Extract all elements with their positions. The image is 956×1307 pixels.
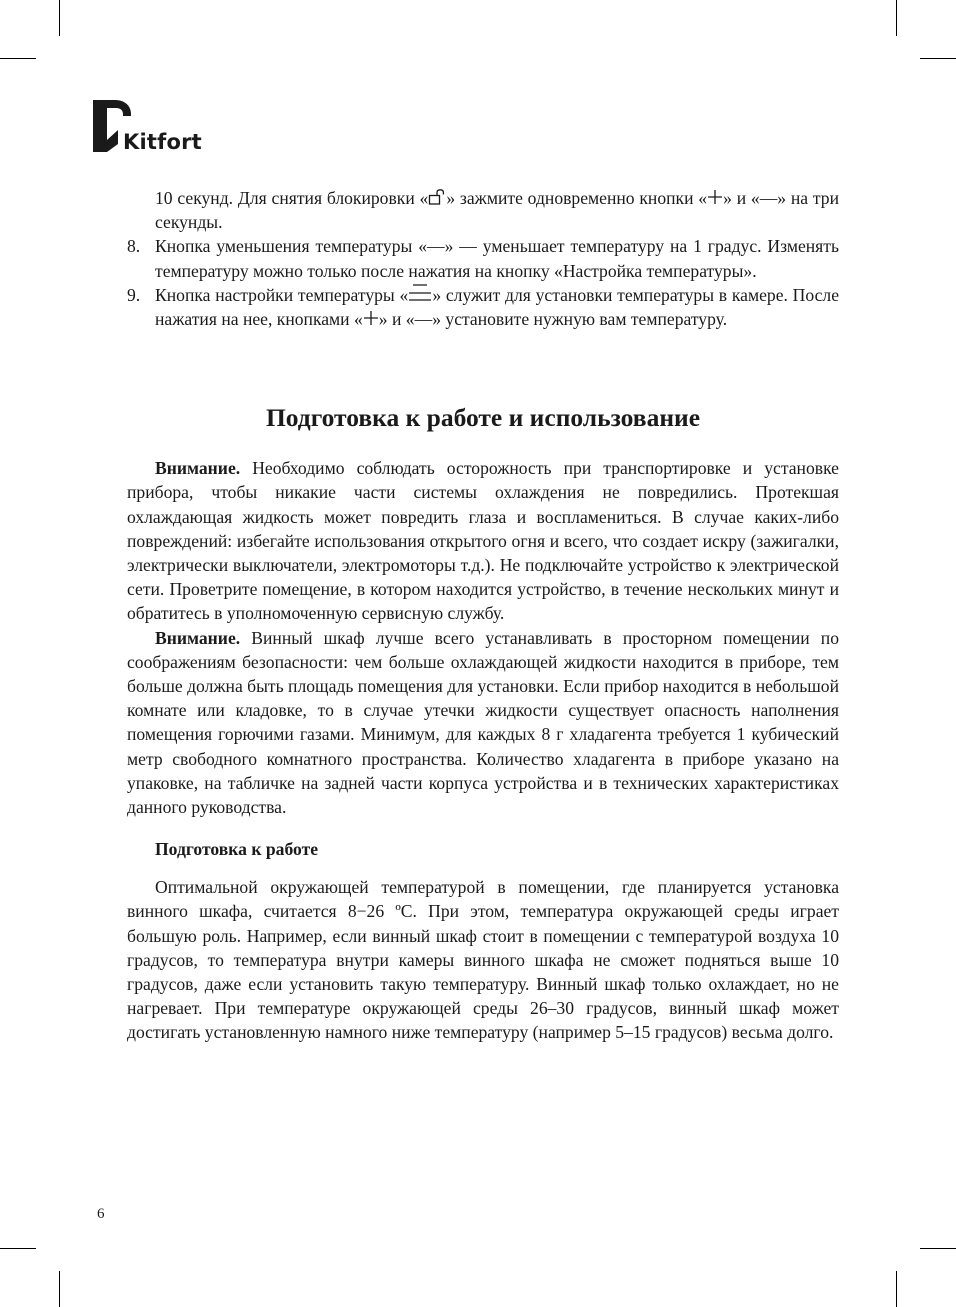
warning-text: Необходимо соблюдать осторожность при транспортировке и установке прибора, чтобы никакие части системы охлаждения не повредились. Протекшая охлаждающая жидкость может повредить глаза и воспламениться. В случае каких-либо повреждений: избегайте использования открытого огня и всего, что создает искру (зажигалки, электрически выключатели, электромоторы т.д.). Не подключайте устройство к электрической сети. Проветрите помещение, в котором находится устройство, в течение нескольких минут и обратитесь в уполномоченную сервисную службу. <box>127 458 839 624</box>
crop-mark <box>896 0 897 36</box>
lock-icon <box>428 189 446 205</box>
text-fragment: » и «—» установите нужную вам температуру. <box>378 309 728 330</box>
text-fragment: » и «—» на три секунды. <box>155 188 839 233</box>
subsection-paragraph: Оптимальной окружающей температурой в помещении, где планируется установка винного шкафа, считается 8−26 ºС. При этом, температура окружающей среды играет большую роль. Например, если винный шкаф стоит в помещении с температурой воздуха 10 градусов, то температура внутри камеры винного шкафа не сможет подняться выше 10 градусов, даже если установить такую температуру. Винный шкаф только охлаждает, но не нагревает. При температуре окружающей среды 26–30 градусов, винный шкаф может достигать установленную намного ниже температуру (например 5–15 градусов) весьма долго. <box>127 877 839 1043</box>
list-item-number: 9. <box>127 284 141 305</box>
list-item-number: 8. <box>127 236 141 257</box>
warning-paragraph <box>127 626 839 820</box>
crop-mark <box>920 1248 956 1249</box>
crop-mark <box>59 1271 60 1307</box>
page-content <box>127 186 839 1045</box>
crop-mark <box>59 0 60 36</box>
warning-label: Внимание. <box>155 627 241 648</box>
list-item-text: Кнопка уменьшения температуры «—» — уменьшает температуру на 1 градус. Изменять температуру можно только после нажатия на кнопку «Настройка температуры». <box>155 236 839 281</box>
crop-mark <box>920 58 956 59</box>
section-title: Подготовка к работе и использование <box>265 403 701 433</box>
list-item <box>127 283 839 331</box>
crop-mark <box>0 58 36 59</box>
crop-mark <box>0 1248 36 1249</box>
crop-mark <box>896 1271 897 1307</box>
list-item-text <box>155 283 839 331</box>
plus-icon <box>363 310 379 326</box>
warning-label: Внимание. <box>155 458 241 479</box>
text-fragment: » служит для установки температуры в камере. После нажатия на нее, кнопками « <box>155 284 840 330</box>
warning-text: Винный шкаф лучше всего устанавливать в просторном помещении по соображениям безопасности: чем больше охлаждающей жидкости находится в приборе, тем больше должна быть площадь помещения для установки. Если прибор находится в небольшой комнате или кладовке, то в случае утечки жидкости существует опасность наполнения помещения горючими газами. Минимум, для каждых 8 г хладагента требуется 1 кубический метр свободного комнатного пространства. Количество хладагента в приборе указано на упаковке, на табличке на задней части корпуса устройства и в технических характеристиках данного руководства. <box>127 627 840 818</box>
menu-lines-icon <box>408 284 432 302</box>
list-item <box>127 234 839 282</box>
subsection-title: Подготовка к работе <box>155 839 319 860</box>
text-fragment: 10 секунд. Для снятия блокировки « <box>155 188 429 208</box>
warning-paragraph <box>127 456 839 625</box>
page-number: 6 <box>97 1206 105 1222</box>
plus-icon <box>707 189 723 205</box>
continuation-paragraph <box>127 186 839 234</box>
text-fragment: Кнопка настройки температуры « <box>155 284 409 305</box>
brand-name: Kitfort <box>123 130 202 154</box>
text-fragment: » зажмите одновременно кнопки « <box>446 188 708 208</box>
